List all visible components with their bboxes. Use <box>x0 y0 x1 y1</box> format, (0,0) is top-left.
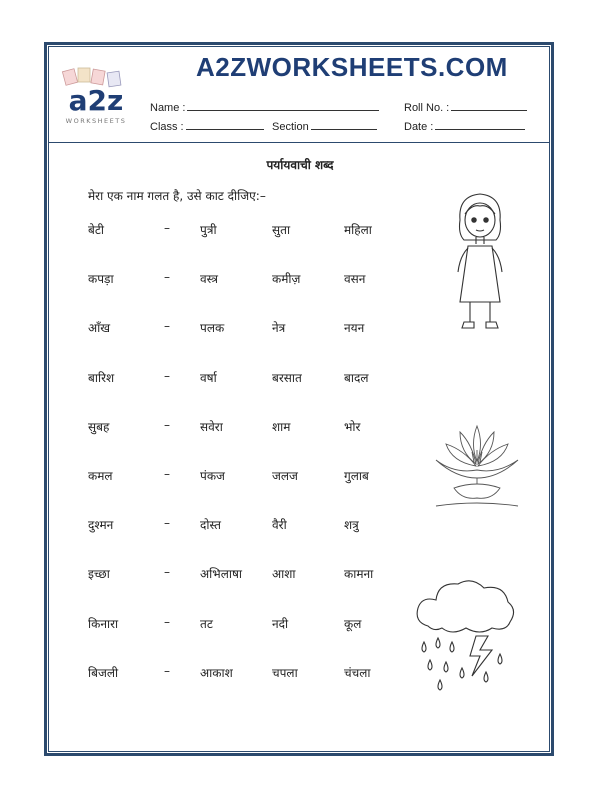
keyword: बेटी <box>88 223 105 237</box>
option-word[interactable]: गुलाब <box>344 469 369 483</box>
option-word[interactable]: बादल <box>344 370 369 385</box>
keyword: बारिश <box>88 370 115 385</box>
header-divider <box>48 142 550 143</box>
option-word[interactable]: वैरी <box>272 518 287 533</box>
keyword: सुबह <box>88 419 110 434</box>
dash: – <box>164 565 170 580</box>
date-label: Date : <box>404 121 434 133</box>
dash: – <box>164 467 170 481</box>
option-word[interactable]: अभिलाषा <box>200 567 243 582</box>
dash: – <box>164 270 170 285</box>
dash: – <box>164 516 170 531</box>
roll-field[interactable] <box>404 100 527 114</box>
option-word[interactable]: जलज <box>272 469 298 483</box>
section-line[interactable] <box>311 119 377 130</box>
site-title: A2ZWORKSHEETS.COM <box>196 52 508 82</box>
option-word[interactable]: वस्त्र <box>200 272 218 287</box>
option-word[interactable]: तट <box>200 616 213 631</box>
option-word[interactable]: चंचला <box>344 665 371 680</box>
word-row <box>0 467 420 487</box>
logo-subtext: WORKSHEETS <box>65 117 127 125</box>
date-field[interactable] <box>404 119 525 133</box>
keyword: कपड़ा <box>88 272 114 287</box>
word-row <box>0 221 420 241</box>
option-word[interactable]: वर्षा <box>200 370 217 385</box>
word-row <box>0 369 420 389</box>
option-word[interactable]: सवेरा <box>200 419 223 434</box>
rain-cloud-illustration <box>410 572 520 700</box>
option-word[interactable]: दोस्त <box>200 518 221 533</box>
class-line[interactable] <box>186 119 264 130</box>
option-word[interactable]: सुता <box>272 223 291 237</box>
name-line[interactable] <box>187 100 379 111</box>
option-word[interactable]: बरसात <box>272 370 302 385</box>
dash: – <box>164 368 170 383</box>
dash: – <box>164 663 170 678</box>
keyword: इच्छा <box>88 567 110 582</box>
option-word[interactable]: पंकज <box>200 469 225 483</box>
class-label: Class : <box>150 121 184 133</box>
keyword: बिजली <box>88 665 119 680</box>
word-row <box>0 565 420 585</box>
name-label: Name : <box>150 102 186 114</box>
roll-label: Roll No. : <box>404 102 450 114</box>
name-field[interactable] <box>150 100 379 114</box>
girl-illustration <box>446 190 514 338</box>
a2z-logo <box>58 66 136 126</box>
option-word[interactable]: चपला <box>272 665 298 680</box>
roll-line[interactable] <box>451 100 527 111</box>
keyword: दुश्मन <box>88 518 114 533</box>
worksheet-heading: पर्यायवाची शब्द <box>266 158 334 172</box>
date-line[interactable] <box>435 119 525 130</box>
worksheet-instruction: मेरा एक नाम गलत है, उसे काट दीजिए:– <box>88 189 266 203</box>
keyword: कमल <box>88 469 113 483</box>
option-word[interactable]: शत्रु <box>344 518 359 533</box>
dash: – <box>164 417 170 432</box>
logo-text: a2z <box>68 84 124 117</box>
word-row <box>0 319 420 339</box>
option-word[interactable]: कामना <box>344 567 374 582</box>
keyword: आँख <box>88 321 111 336</box>
option-word[interactable]: पलक <box>200 321 225 336</box>
option-word[interactable]: नदी <box>272 616 289 631</box>
class-field[interactable] <box>150 119 264 133</box>
option-word[interactable]: पुत्री <box>200 223 217 237</box>
keyword: किनारा <box>88 616 119 631</box>
option-word[interactable]: आशा <box>272 567 296 582</box>
option-word[interactable]: नयन <box>344 321 365 336</box>
word-row <box>0 664 420 684</box>
option-word[interactable]: कूल <box>344 616 362 631</box>
option-word[interactable]: वसन <box>344 272 366 287</box>
word-row <box>0 615 420 635</box>
option-word[interactable]: भोर <box>344 419 361 434</box>
section-label: Section <box>272 121 309 133</box>
option-word[interactable]: शाम <box>272 419 291 434</box>
option-word[interactable]: आकाश <box>200 665 233 680</box>
lotus-illustration <box>432 416 522 516</box>
option-word[interactable]: महिला <box>344 223 372 237</box>
word-row <box>0 516 420 536</box>
option-word[interactable]: कमीज़ <box>272 272 301 287</box>
dash: – <box>164 221 170 235</box>
dash: – <box>164 614 170 629</box>
option-word[interactable]: नेत्र <box>272 321 286 336</box>
word-row <box>0 270 420 290</box>
dash: – <box>164 319 170 334</box>
word-row <box>0 418 420 438</box>
section-field[interactable] <box>272 119 377 133</box>
